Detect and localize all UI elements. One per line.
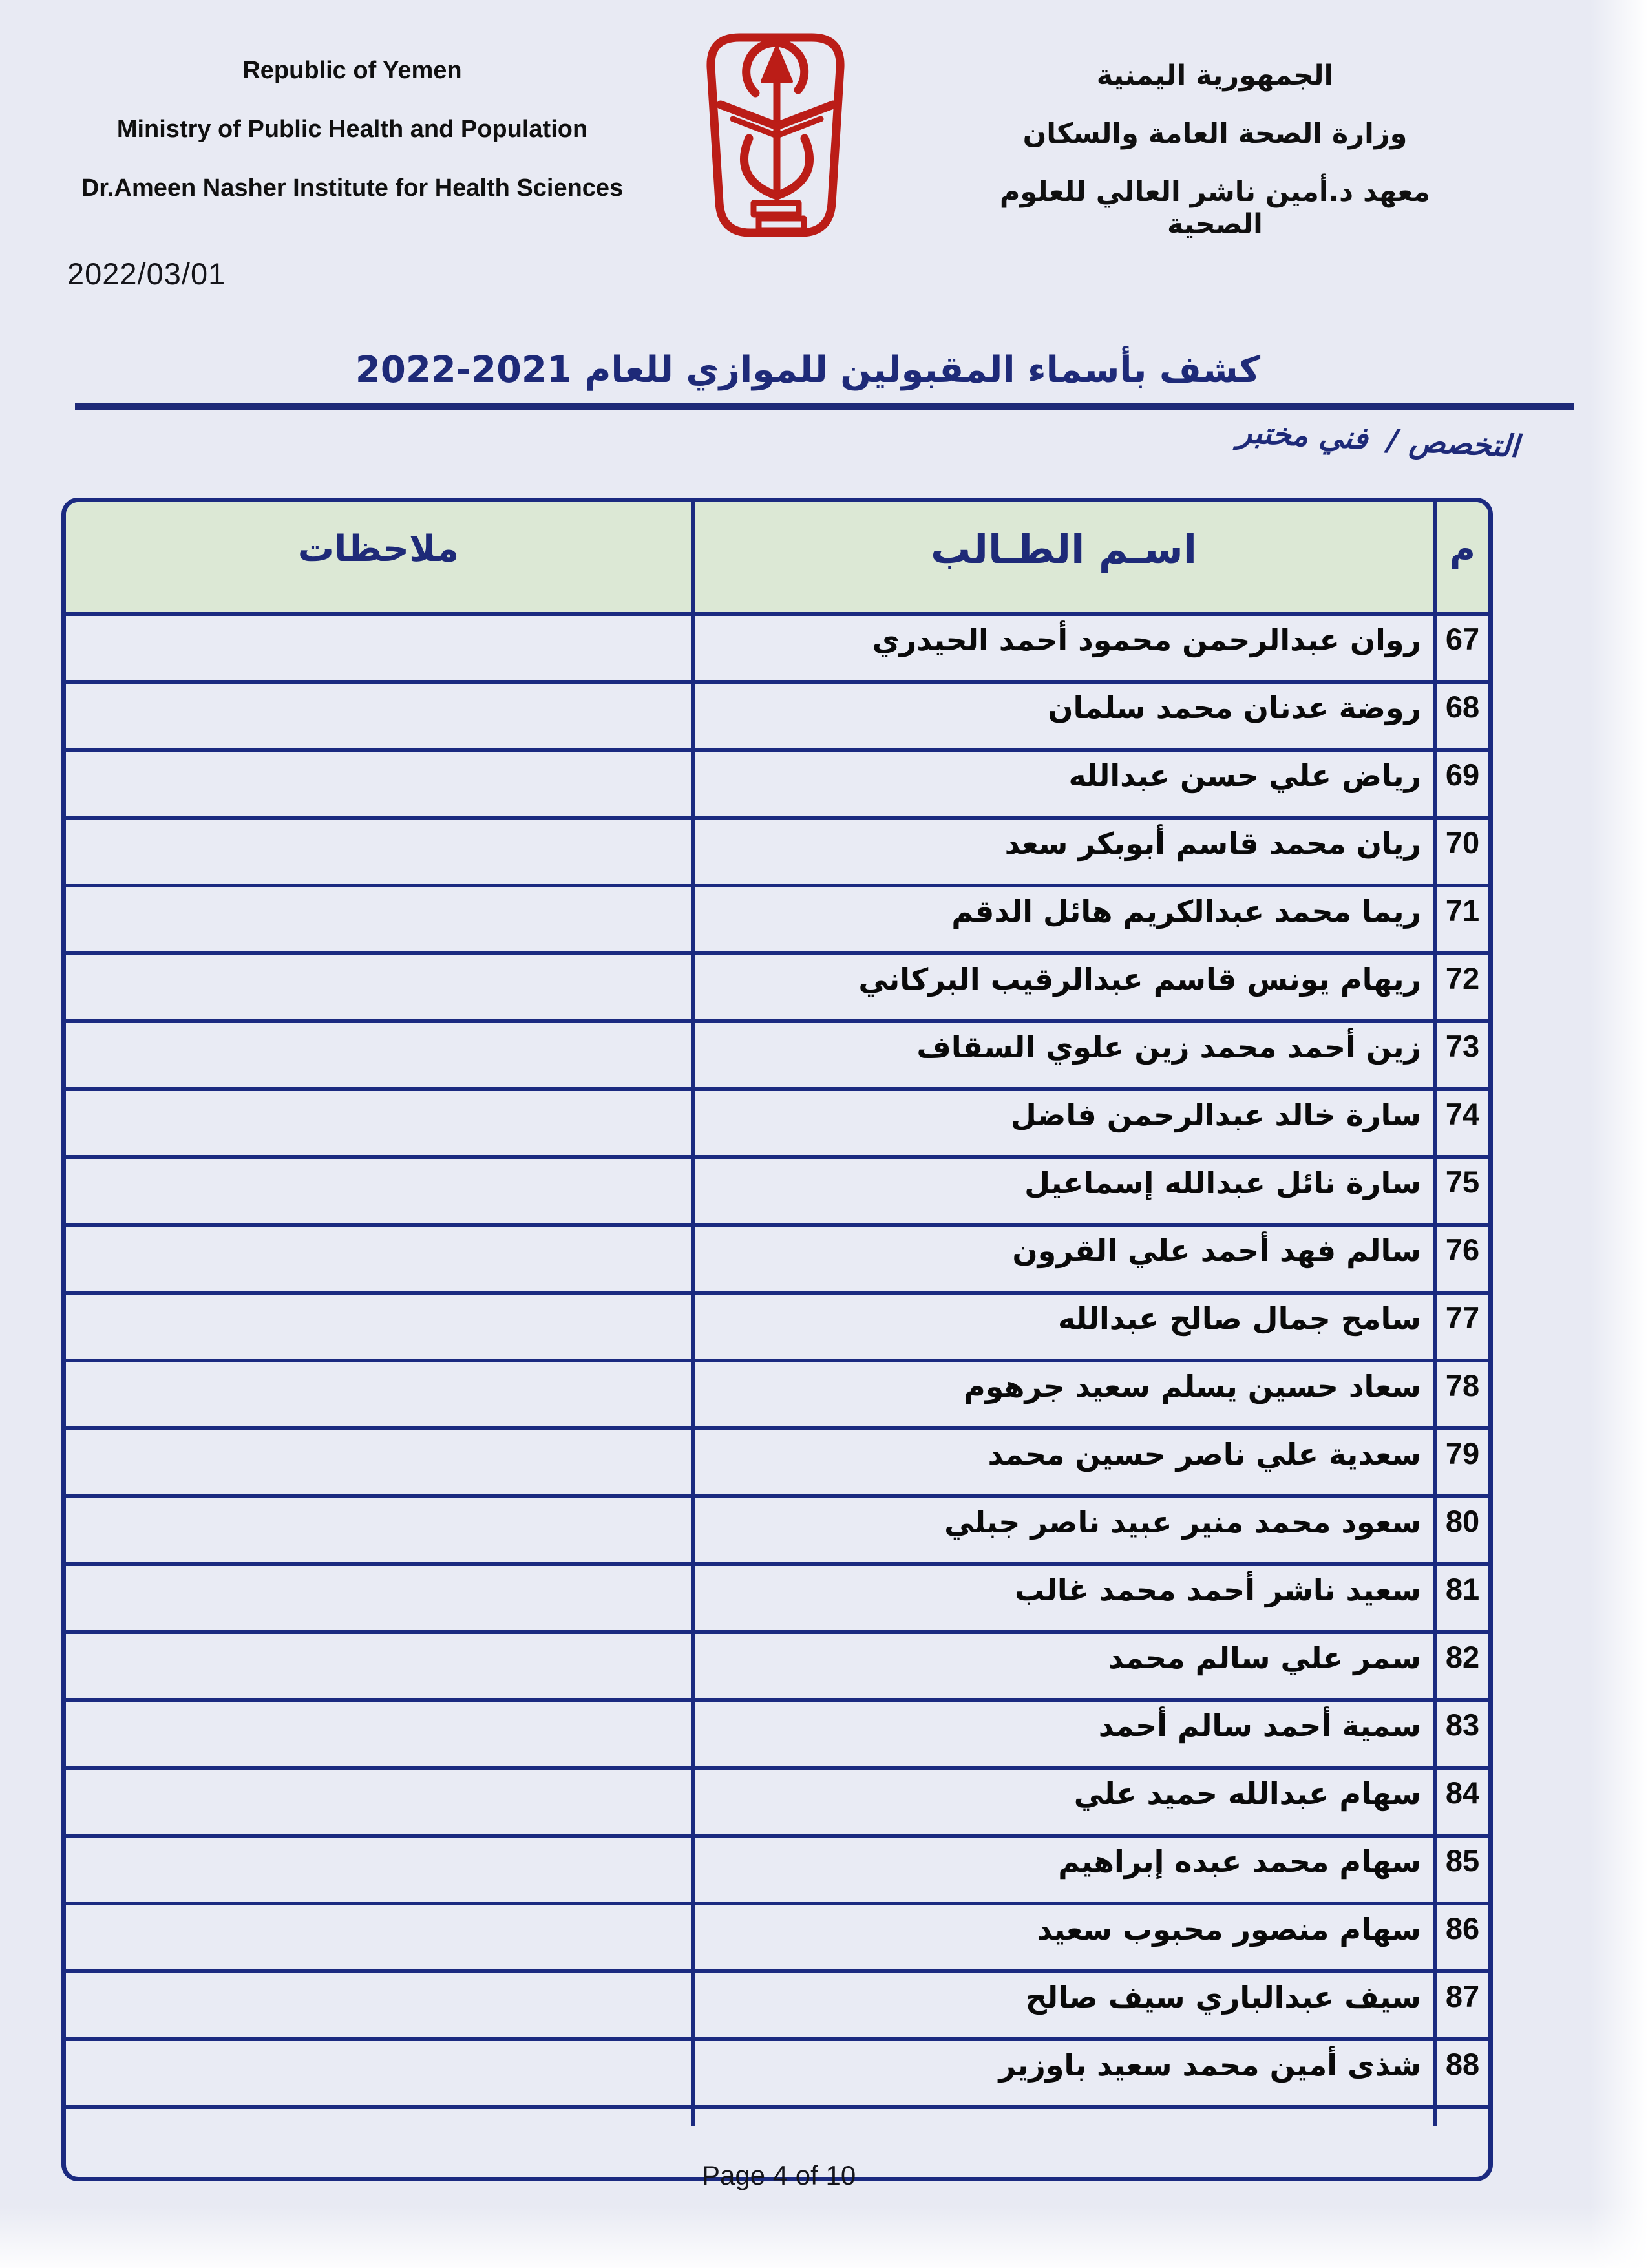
student-name: سامح جمال صالح عبدالله <box>691 1295 1433 1362</box>
row-number: 77 <box>1433 1295 1488 1362</box>
row-number: 79 <box>1433 1430 1488 1498</box>
specialization-line <box>1236 414 1519 465</box>
row-notes <box>66 1295 691 1362</box>
row-notes <box>66 1905 691 1973</box>
row-number: 70 <box>1433 820 1488 887</box>
student-name: روضة عدنان محمد سلمان <box>691 684 1433 752</box>
row-number: 75 <box>1433 1159 1488 1227</box>
row-number: 67 <box>1433 616 1488 684</box>
row-number: 76 <box>1433 1227 1488 1295</box>
row-number: 81 <box>1433 1566 1488 1634</box>
letterhead-ar-line-ministry: وزارة الصحة العامة والسكان <box>1022 118 1408 150</box>
row-notes <box>66 1227 691 1295</box>
row-notes <box>66 1770 691 1838</box>
row-number: 84 <box>1433 1770 1488 1838</box>
letterhead-arabic <box>976 59 1454 240</box>
page-number-footer: Page 4 of 10 <box>702 2160 856 2190</box>
student-name: سارة نائل عبدالله إسماعيل <box>691 1159 1433 1227</box>
document-date: 2022/03/01 <box>67 257 226 291</box>
row-notes <box>66 1159 691 1227</box>
row-notes <box>66 1634 691 1702</box>
ministry-health-emblem-logo <box>699 30 854 246</box>
row-number: 73 <box>1433 1023 1488 1091</box>
row-number: 82 <box>1433 1634 1488 1702</box>
row-number: 88 <box>1433 2041 1488 2109</box>
letterhead-en-line-ministry: Ministry of Public Health and Population <box>116 116 588 143</box>
student-name: سمر علي سالم محمد <box>691 1634 1433 1702</box>
column-header-student-name: اسـم الطـالب <box>691 502 1433 616</box>
title-divider-line <box>75 403 1574 410</box>
row-number <box>1433 2109 1488 2126</box>
row-notes <box>66 887 691 955</box>
row-notes <box>66 616 691 684</box>
student-name: سعود محمد منير عبيد ناصر جبلي <box>691 1498 1433 1566</box>
row-number: 68 <box>1433 684 1488 752</box>
student-name: سيف عبدالباري سيف صالح <box>691 1973 1433 2041</box>
row-number: 86 <box>1433 1905 1488 1973</box>
student-name: شذى أمين محمد سعيد باوزير <box>691 2041 1433 2109</box>
row-number: 71 <box>1433 887 1488 955</box>
student-name: سعاد حسين يسلم سعيد جرهوم <box>691 1362 1433 1430</box>
row-number: 72 <box>1433 955 1488 1023</box>
row-notes <box>66 1091 691 1159</box>
letterhead-en-line-country: Republic of Yemen <box>242 57 462 84</box>
row-notes <box>66 1023 691 1091</box>
row-notes <box>66 1498 691 1566</box>
letterhead-english <box>78 57 627 202</box>
row-number: 74 <box>1433 1091 1488 1159</box>
row-number: 87 <box>1433 1973 1488 2041</box>
row-notes <box>66 1430 691 1498</box>
student-name: سالم فهد أحمد علي القرون <box>691 1227 1433 1295</box>
row-number: 80 <box>1433 1498 1488 1566</box>
row-number: 83 <box>1433 1702 1488 1770</box>
column-header-notes: ملاحظات <box>66 502 691 616</box>
student-name: زين أحمد محمد زين علوي السقاف <box>691 1023 1433 1091</box>
row-notes <box>66 752 691 820</box>
student-name: ريان محمد قاسم أبوبكر سعد <box>691 820 1433 887</box>
student-name: سهام عبدالله حميد علي <box>691 1770 1433 1838</box>
students-table <box>61 498 1493 2181</box>
student-name: سعدية علي ناصر حسين محمد <box>691 1430 1433 1498</box>
student-name: رياض علي حسن عبدالله <box>691 752 1433 820</box>
student-name: سارة خالد عبدالرحمن فاضل <box>691 1091 1433 1159</box>
row-notes <box>66 1838 691 1905</box>
document-title: كشف بأسماء المقبولين للموازي للعام 2021-2022 <box>355 349 1261 391</box>
row-number: 69 <box>1433 752 1488 820</box>
row-notes <box>66 820 691 887</box>
row-notes <box>66 2109 691 2126</box>
column-header-number: م <box>1433 502 1488 616</box>
letterhead-ar-line-institute: معهد د.أمين ناشر العالي للعلوم الصحية <box>999 176 1431 240</box>
row-notes <box>66 684 691 752</box>
row-number: 78 <box>1433 1362 1488 1430</box>
letterhead-en-line-institute: Dr.Ameen Nasher Institute for Health Sciences <box>81 175 624 202</box>
student-name: سهام محمد عبده إبراهيم <box>691 1838 1433 1905</box>
row-notes <box>66 1973 691 2041</box>
student-name: سعيد ناشر أحمد محمد غالب <box>691 1566 1433 1634</box>
student-name: ريما محمد عبدالكريم هائل الدقم <box>691 887 1433 955</box>
student-name: سمية أحمد سالم أحمد <box>691 1702 1433 1770</box>
row-notes <box>66 955 691 1023</box>
letterhead-ar-line-country: الجمهورية اليمنية <box>1096 59 1334 92</box>
row-notes <box>66 1566 691 1634</box>
health-emblem-icon <box>699 30 854 243</box>
row-notes <box>66 1702 691 1770</box>
specialization-value: فني مختبر <box>1236 414 1369 457</box>
student-name <box>691 2109 1433 2126</box>
student-name: سهام منصور محبوب سعيد <box>691 1905 1433 1973</box>
row-notes <box>66 1362 691 1430</box>
student-name: ريهام يونس قاسم عبدالرقيب البركاني <box>691 955 1433 1023</box>
student-name: روان عبدالرحمن محمود أحمد الحيدري <box>691 616 1433 684</box>
row-number: 85 <box>1433 1838 1488 1905</box>
row-notes <box>66 2041 691 2109</box>
specialization-label: التخصص / <box>1386 422 1520 465</box>
